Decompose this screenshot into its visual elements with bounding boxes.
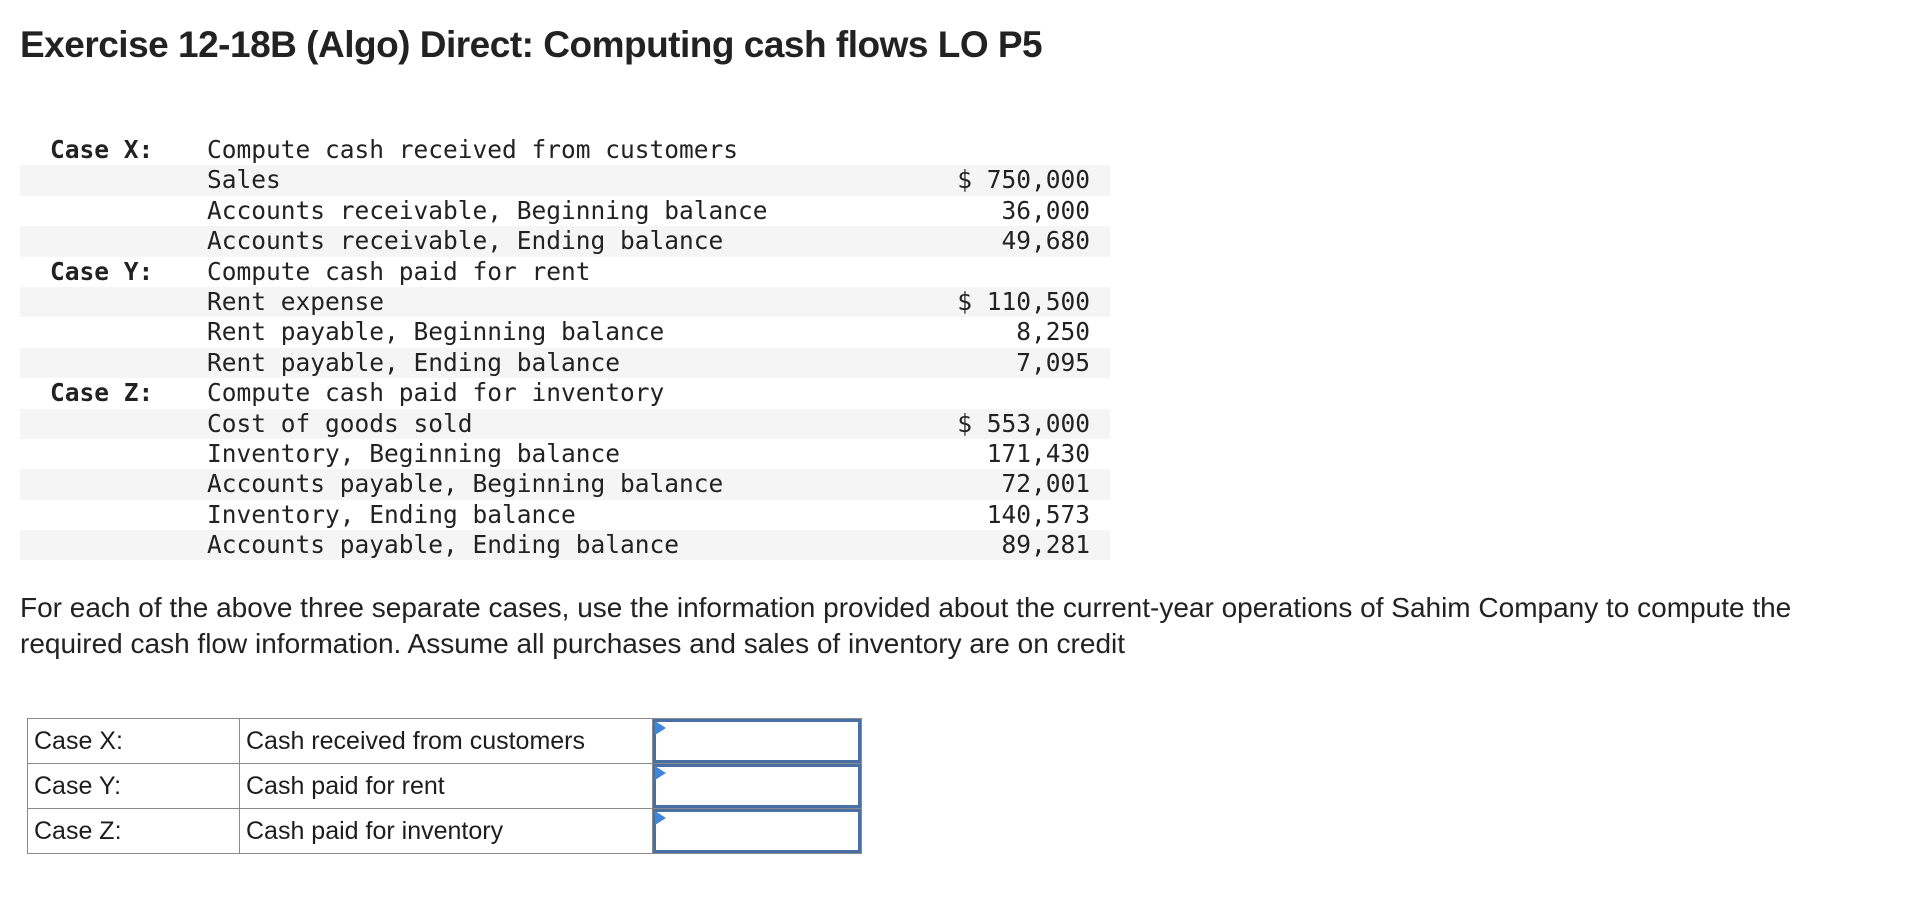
row-description: Accounts receivable, Beginning balance <box>207 195 768 225</box>
row-amount: 89,281 <box>1001 530 1090 560</box>
answer-case-label: Case Y: <box>28 764 240 809</box>
row-description: Cost of goods sold <box>207 408 473 438</box>
data-row <box>20 348 1110 378</box>
row-amount: $ 110,500 <box>957 286 1090 316</box>
case-heading-row <box>20 378 1110 408</box>
data-row <box>20 287 1110 317</box>
data-row <box>20 439 1110 469</box>
row-amount: $ 750,000 <box>957 165 1090 195</box>
answer-row <box>28 764 862 809</box>
answer-cell <box>653 809 862 854</box>
data-row <box>20 226 1110 256</box>
row-amount: 36,000 <box>1001 195 1090 225</box>
data-row <box>20 469 1110 499</box>
row-description: Inventory, Beginning balance <box>207 438 621 468</box>
case-heading-row <box>20 135 1110 165</box>
row-description: Accounts payable, Beginning balance <box>207 469 724 499</box>
page-title: Exercise 12-18B (Algo) Direct: Computing cash flows LO P5 <box>20 24 1043 65</box>
data-row <box>20 317 1110 347</box>
cash-received-input[interactable] <box>653 719 861 763</box>
answer-case-label: Case X: <box>28 719 240 764</box>
row-description: Rent payable, Ending balance <box>207 347 621 377</box>
answer-label: Cash paid for rent <box>240 764 653 809</box>
row-description: Accounts receivable, Ending balance <box>207 226 724 256</box>
row-amount: $ 553,000 <box>957 408 1090 438</box>
row-amount: 8,250 <box>1016 317 1090 347</box>
data-row <box>20 500 1110 530</box>
row-amount: 49,680 <box>1001 226 1090 256</box>
row-description: Sales <box>207 165 281 195</box>
case-heading: Compute cash paid for inventory <box>207 378 665 408</box>
answer-label: Cash received from customers <box>240 719 653 764</box>
case-heading-row <box>20 257 1110 287</box>
data-row <box>20 165 1110 195</box>
row-description: Inventory, Ending balance <box>207 499 576 529</box>
answer-case-label: Case Z: <box>28 809 240 854</box>
case-heading: Compute cash paid for rent <box>207 256 591 286</box>
row-amount: 7,095 <box>1016 347 1090 377</box>
row-amount: 72,001 <box>1001 469 1090 499</box>
case-label: Case Y: <box>50 256 154 286</box>
instruction-text: For each of the above three separate cases, use the information provided about the current-year operations of Sahim Company to compute the required cash flow information. Assume all purchases and sales of inventory are on credit <box>20 592 1792 659</box>
data-row <box>20 530 1110 560</box>
cash-paid-rent-input[interactable] <box>653 764 861 808</box>
row-description: Rent expense <box>207 286 385 316</box>
answer-cell <box>653 764 862 809</box>
answer-table <box>27 718 862 854</box>
row-description: Rent payable, Beginning balance <box>207 317 665 347</box>
answer-cell <box>653 719 862 764</box>
row-description: Accounts payable, Ending balance <box>207 530 680 560</box>
answer-row <box>28 719 862 764</box>
cash-paid-inventory-input[interactable] <box>653 809 861 853</box>
case-label: Case Z: <box>50 378 154 408</box>
answer-row <box>28 809 862 854</box>
answer-label: Cash paid for inventory <box>240 809 653 854</box>
triangle-marker-icon <box>655 766 666 780</box>
case-data-table <box>20 135 1110 560</box>
row-amount: 140,573 <box>986 499 1090 529</box>
triangle-marker-icon <box>655 811 666 825</box>
row-amount: 171,430 <box>986 438 1090 468</box>
case-label: Case X: <box>50 135 154 164</box>
data-row <box>20 409 1110 439</box>
case-heading: Compute cash received from customers <box>207 135 739 164</box>
data-row <box>20 196 1110 226</box>
triangle-marker-icon <box>655 721 666 735</box>
